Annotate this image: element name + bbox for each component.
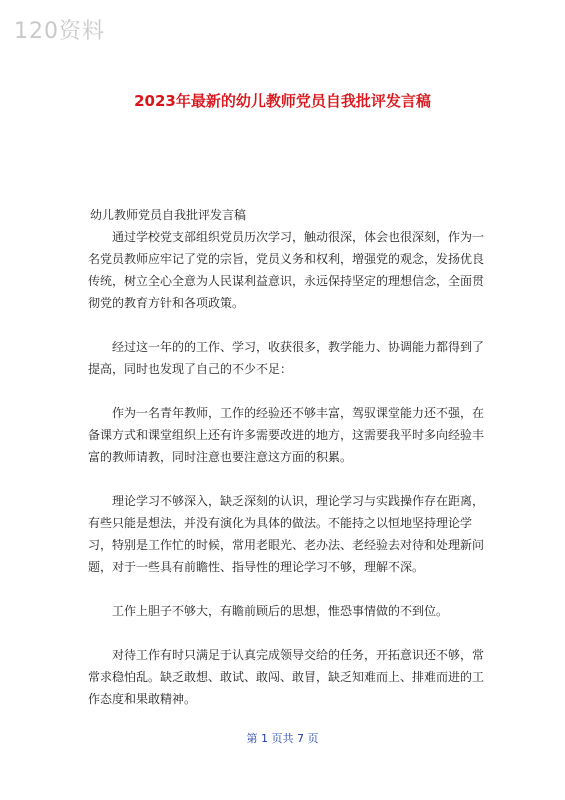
page-number: 第 1 页共 7 页 xyxy=(246,732,319,745)
watermark-logo: 120资料 xyxy=(14,19,105,44)
document-title: 2023年最新的幼儿教师党员自我批评发言稿 xyxy=(134,92,431,110)
paragraph-3: 作为一名青年教师，工作的经验还不够丰富，驾驭课堂能力还不强，在备课方式和课堂组织上还有许多需要改进的地方，这需要我平时多向经验丰富的教师请教，同时注意也要注意这方面的积累。 xyxy=(88,406,485,464)
document-body xyxy=(88,204,488,732)
paragraph-2: 经过这一年的的工作、学习，收获很多，教学能力、协调能力都得到了提高，同时也发现了自己的不少不足： xyxy=(88,340,485,376)
paragraph-6: 对待工作有时只满足于认真完成领导交给的任务，开拓意识还不够，常常求稳怕乱。缺乏敢想、敢试、敢闯、敢冒，缺乏知难而上、排难而进的工作态度和果敢精神。 xyxy=(88,648,485,706)
document-subtitle: 幼儿教师党员自我批评发言稿 xyxy=(90,208,247,222)
paragraph-5: 工作上胆子不够大，有瞻前顾后的思想，惟恐事情做的不到位。 xyxy=(112,604,449,618)
paragraph-4: 理论学习不够深入，缺乏深刻的认识，理论学习与实践操作存在距离，有些只能是想法，并没有演化为具体的做法。不能持之以恒地坚持理论学习，特别是工作忙的时候，常用老眼光、老办法、老经验去对待和处理新问题，对于一些具有前瞻性、指导性的理论学习不够，理解不深。 xyxy=(88,494,485,574)
paragraph-1: 通过学校党支部组织党员历次学习，触动很深，体会也很深刻，作为一名党员教师应牢记了党的宗旨，党员义务和权利，增强党的观念，发扬优良传统，树立全心全意为人民谋利益意识，永远保持坚定的理想信念，全面贯彻党的教育方针和各项政策。 xyxy=(88,230,485,310)
